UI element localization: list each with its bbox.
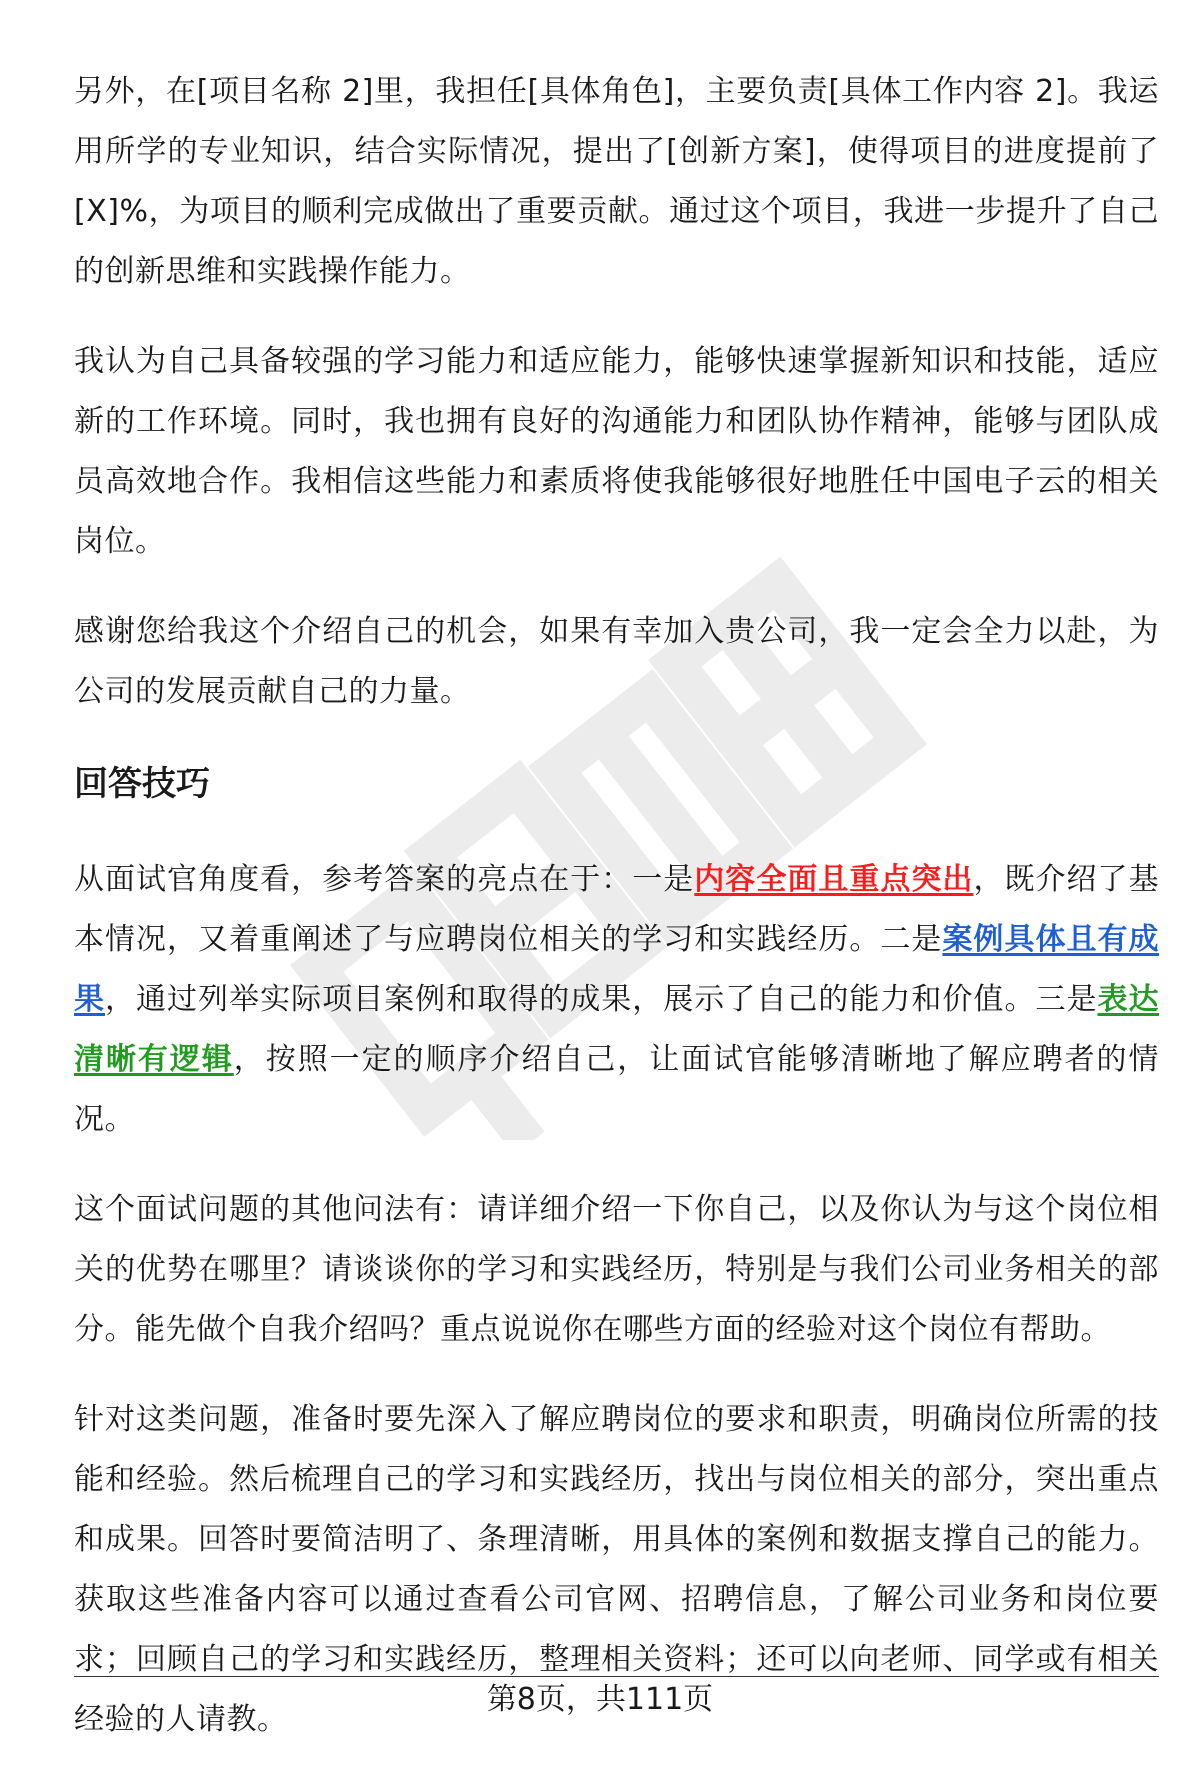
paragraph-project-2: 另外，在[项目名称 2]里，我担任[具体角色]，主要负责[具体工作内容 2]。我运用所学的专业知识，结合实际情况，提出了[创新方案]，使得项目的进度提前了[X]%，为项目的顺利完成做出了重要贡献。通过这个项目，我进一步提升了自己的创新思维和实践操作能力。 xyxy=(74,74,1159,289)
highlight-clear-logic: 表达清晰有逻辑 xyxy=(74,982,1160,1077)
paragraph-tips xyxy=(74,850,1159,1150)
footer-divider xyxy=(74,1676,1159,1677)
page-number: 第8页，共111页 xyxy=(486,1682,714,1717)
highlight-concrete-cases: 案例具体且有成果 xyxy=(74,922,1160,1017)
paragraph-preparation: 针对这类问题，准备时要先深入了解应聘岗位的要求和职责，明确岗位所需的技能和经验。然后梳理自己的学习和实践经历，找出与岗位相关的部分，突出重点和成果。回答时要简洁明了、条理清晰，用具体的案例和数据支撑自己的能力。获取这些准备内容可以通过查看公司官网、招聘信息，了解公司业务和岗位要求；回顾自己的学习和实践经历，整理相关资料；还可以向老师、同学或有相关经验的人请教。 xyxy=(74,1402,1159,1737)
highlight-comprehensive: 内容全面且重点突出 xyxy=(694,862,974,897)
tips-text-4: ，按照一定的顺序介绍自己，让面试官能够清晰地了解应聘者的情况。 xyxy=(74,1042,1160,1137)
paragraph-alternative-questions: 这个面试问题的其他问法有：请详细介绍一下你自己，以及你认为与这个岗位相关的优势在哪里？请谈谈你的学习和实践经历，特别是与我们公司业务相关的部分。能先做个自我介绍吗？重点说说你在哪些方面的经验对这个岗位有帮助。 xyxy=(74,1192,1159,1347)
document-page xyxy=(74,62,1159,1780)
paragraph-thanks: 感谢您给我这个介绍自己的机会，如果有幸加入贵公司，我一定会全力以赴，为公司的发展贡献自己的力量。 xyxy=(74,614,1159,709)
tips-text-2: ，既介绍了基本情况，又着重阐述了与应聘岗位相关的学习和实践经历。二是 xyxy=(74,862,1160,957)
tips-text-3: ，通过列举实际项目案例和取得的成果，展示了自己的能力和价值。三是 xyxy=(105,982,1098,1017)
section-heading-answer-tips: 回答技巧 xyxy=(74,764,210,804)
paragraph-abilities: 我认为自己具备较强的学习能力和适应能力，能够快速掌握新知识和技能，适应新的工作环境。同时，我也拥有良好的沟通能力和团队协作精神，能够与团队成员高效地合作。我相信这些能力和素质将使我能够很好地胜任中国电子云的相关岗位。 xyxy=(74,344,1159,559)
tips-text-1: 从面试官角度看，参考答案的亮点在于：一是 xyxy=(74,862,695,897)
